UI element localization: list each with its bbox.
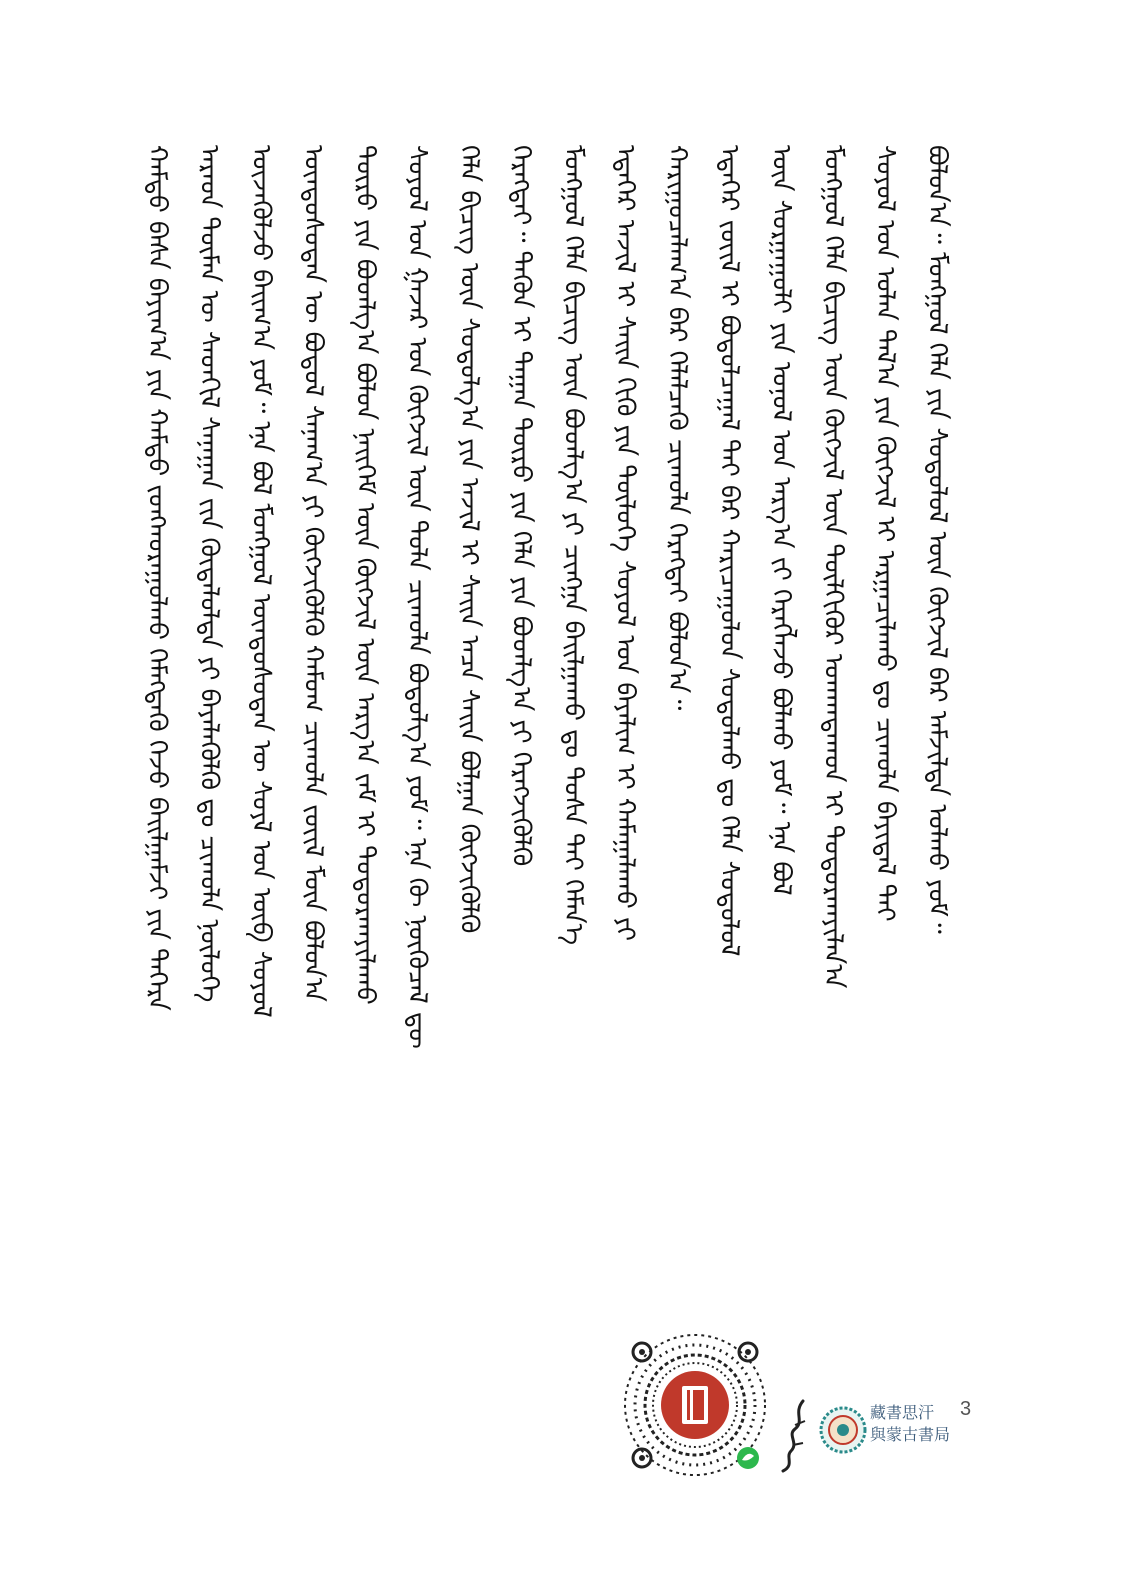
text-line: ᠰᠣᠶᠤᠯ ᠤᠨ ᠣᠯᠠᠨ ᠲᠠᠯ᠎ᠠ ᠶᠢᠨ ᠬᠥᠭᠵᠢᠯ ᠢ ᠠᠷᠭᠠᠴᠢᠯᠠᠬᠤ ᠳᠤ ᠴᠢᠬᠤᠯᠠ ᠪᠠᠶᠢᠳᠠᠯ ᠲᠠᠢ (870, 145, 900, 922)
wechat-mini-program-qr-icon[interactable] (620, 1330, 770, 1480)
publisher-round-badge-icon (818, 1400, 868, 1460)
text-line: ᠰᠣᠶᠤᠯ ᠤᠨ ᠭᠠᠵᠠᠷ ᠤᠨ ᠬᠥᠭᠵᠢᠯ ᠦᠨ ᠲᠤᠯᠠ ᠴᠢᠬᠤᠯᠠ ᠪᠣᠳᠤᠯᠭ᠎ᠠ ᠶᠤᠮ᠃ ᠡᠨᠡ ᠬᠦ ᠨᠥᠬᠦᠴᠡᠯ ᠳᠦ (402, 145, 432, 1049)
text-line: ᠲᠥᠷᠥ ᠶᠢᠨ ᠪᠣᠳᠯᠭ᠎ᠠ ᠪᠣᠯᠤᠨ ᠨᠡᠢ᠌ᠭᠡᠮ ᠦᠨ ᠬᠥᠭᠵᠢᠯ ᠦᠨ ᠠᠷᠭ᠎ᠠ ᠵᠠᠮ ᠢ ᠲᠣᠳᠣᠷᠬᠠᠶᠢᠯᠠᠬᠤ (350, 145, 380, 1005)
publisher-line-2: 與蒙古書局 (870, 1425, 951, 1444)
text-line: ᠬᠠᠮᠲᠤ ᠪᠠᠰᠠ ᠪᠠᠶᠢᠭ᠎ᠠ ᠶᠢᠨ ᠬᠠᠮᠲᠤ ᠵᠤᠩᠬᠤᠷᠠᠭᠤᠯᠬᠤ ᠬᠡᠮᠡᠭᠳᠡᠬᠦ ᠭᠡᠵᠦ ᠪᠠᠢ᠌ᠯᠭᠠᠮᠵᠢ ᠶᠢᠨ ᠳᠡᠭᠡᠷᠡ (142, 145, 172, 1011)
text-line: ᠪᠣᠯᠤᠨ᠎ᠠ᠃ ᠮᠣᠩᠭᠣᠯ ᠬᠡᠯᠡ ᠶᠢᠨ ᠰᠤᠳᠤᠯᠤᠯ ᠦᠨ ᠬᠥᠭᠵᠢᠯ ᠪᠡᠷ ᠠᠮᠵᠢᠯᠲᠠ ᠣᠯᠬᠤ ᠶᠤᠮ᠃ (922, 145, 952, 934)
text-line: ᠦᠨ ᠰᠤᠷᠭᠠᠭᠤᠯᠢ ᠶᠢᠨ ᠣᠨᠣᠯ ᠤᠨ ᠠᠷᠭ᠎ᠠ ᠵᠢ ᠬᠡᠷᠡᠭᠯᠡᠵᠦ ᠪᠣᠯᠬᠤ ᠶᠤᠮ᠃ ᠡᠨᠡ ᠪᠣᠯ (766, 145, 796, 896)
mongolian-text-block (140, 145, 980, 1410)
page-footer (600, 1320, 1000, 1500)
mongolian-calligraphy-mark-icon (775, 1395, 815, 1475)
text-line: ᠡᠳᠡᠭᠡᠷ ᠵᠦᠢᠯ ᠢ ᠪᠣᠳᠣᠯᠴᠠᠭᠠᠯ ᠲᠠᠢ ᠪᠡᠷ ᠬᠠᠷᠢᠴᠠᠭᠤᠯᠤᠨ ᠰᠤᠳᠤᠯᠬᠤ ᠳᠤ ᠬᠡᠯᠡ ᠰᠤᠳᠤᠯᠤᠯ (714, 145, 744, 957)
text-line: ᠬᠠᠷᠢᠭᠤᠴᠠᠯᠠᠭ᠎ᠠ ᠪᠠᠷ ᠬᠡᠯᠡᠯᠴᠡᠬᠦ ᠴᠢᠬᠤᠯᠠ ᠬᠡᠷᠡᠭᠲᠡᠢ ᠪᠣᠯᠤᠨ᠎ᠠ᠃ (662, 145, 692, 711)
text-line: ᠮᠣᠩᠭᠣᠯ ᠬᠡᠯᠡ ᠪᠢᠴᠢᠭ ᠦᠨ ᠬᠥᠭᠵᠢᠯ ᠦᠨ ᠲᠦᠯᠬᠢᠭᠦᠷ ᠤᠬᠠᠭᠳᠠᠬᠤᠨ ᠢ ᠲᠣᠳᠣᠷᠬᠠᠶᠢᠯᠠᠨ᠎ᠠ (818, 145, 848, 989)
text-line: ᠬᠡᠷᠡᠭᠲᠡᠢ᠃ ᠲᠡᠭᠦᠨ ᠢ ᠳᠠᠭᠠᠨ ᠲᠥᠷᠥ ᠶᠢᠨ ᠬᠡᠯᠡ ᠶᠢᠨ ᠪᠣᠳᠯᠭ᠎ᠠ ᠶᠢ ᠬᠡᠷᠡᠭᠵᠢᠭᠦᠯᠬᠦ (506, 145, 536, 867)
text-line: ᠠᠷᠠᠳ ᠲᠦᠮᠡᠨ ᠦ ᠰᠡᠳᠬᠢᠯ ᠰᠠᠨᠠᠭᠠᠨ ᠵᠢᠨ ᠬᠦᠳᠡᠯᠦᠯᠲᠡ ᠶᠢ ᠪᠡᠶᠡᠯᠡᠭᠦᠯᠬᠦ ᠳᠤ ᠴᠢᠬᠤᠯᠠ ᠨᠥᠯᠦᠭᠡ (194, 145, 224, 1003)
page-number: 3 (960, 1398, 972, 1420)
text-line: ᠮᠣᠩᠭᠣᠯ ᠬᠡᠯᠡ ᠪᠢᠴᠢᠭ ᠦᠨ ᠪᠣᠳᠯᠭ᠎ᠠ ᠶᠢ ᠴᠢᠩᠭᠠ ᠪᠠᠢ᠌ᠯᠭᠠᠬᠤ ᠳᠤ ᠲᠤᠰᠠ ᠲᠠᠢ ᠬᠡᠮᠡᠨ᠎ᠡ (558, 145, 588, 946)
publisher-name (870, 1402, 950, 1446)
text-line: ᠦᠨᠳᠦᠰᠦᠲᠡᠨ ᠦ ᠪᠣᠳᠤᠯ ᠰᠠᠨᠠᠭ᠎ᠠ ᠶᠢ ᠬᠦᠭᠵᠢᠭᠦᠯᠬᠦ ᠬᠠᠮᠤᠭ ᠴᠢᠬᠤᠯᠠ ᠵᠦᠢᠯ ᠮᠥᠨ ᠪᠣᠯᠤᠨ᠎ᠠ (298, 145, 328, 1002)
text-line: ᠡᠳᠡᠭᠡᠷ ᠠᠵᠢᠯ ᠢ ᠰᠠᠢ᠌ᠨ ᠬᠢᠬᠦ ᠶᠢᠨ ᠲᠥᠯᠥᠭᠡ ᠰᠣᠶᠤᠯ ᠤᠨ ᠪᠠᠶᠠᠯᠢᠭ ᠢ ᠬᠠᠮᠠᠭᠠᠯᠠᠬᠤ ᠶᠢ (610, 145, 640, 941)
text-line: ᠬᠡᠯᠡ ᠪᠢᠴᠢᠭ ᠦᠨ ᠰᠤᠳᠤᠯᠭ᠎ᠠ ᠶᠢᠨ ᠠᠵᠢᠯ ᠢ ᠰᠠᠢ᠌ᠨ ᠠᠴᠠ ᠰᠠᠢ᠌ᠨ ᠪᠣᠯᠭᠠᠨ ᠬᠥᠭᠵᠢᠭᠦᠯᠬᠦ (454, 145, 484, 934)
text-line: ᠦᠵᠡᠭᠦᠯᠵᠦ ᠪᠠᠢ᠌ᠭ᠎ᠠ ᠶᠤᠮ᠃ ᠡᠨᠡ ᠪᠣᠯ ᠮᠣᠩᠭᠣᠯ ᠦᠨᠳᠦᠰᠦᠲᠡᠨ ᠦ ᠰᠤᠶᠯ ᠤᠨ ᠥᠪ ᠰᠣᠶᠤᠯ (246, 145, 276, 1018)
publisher-line-1: 藏書思汗 (870, 1403, 935, 1422)
